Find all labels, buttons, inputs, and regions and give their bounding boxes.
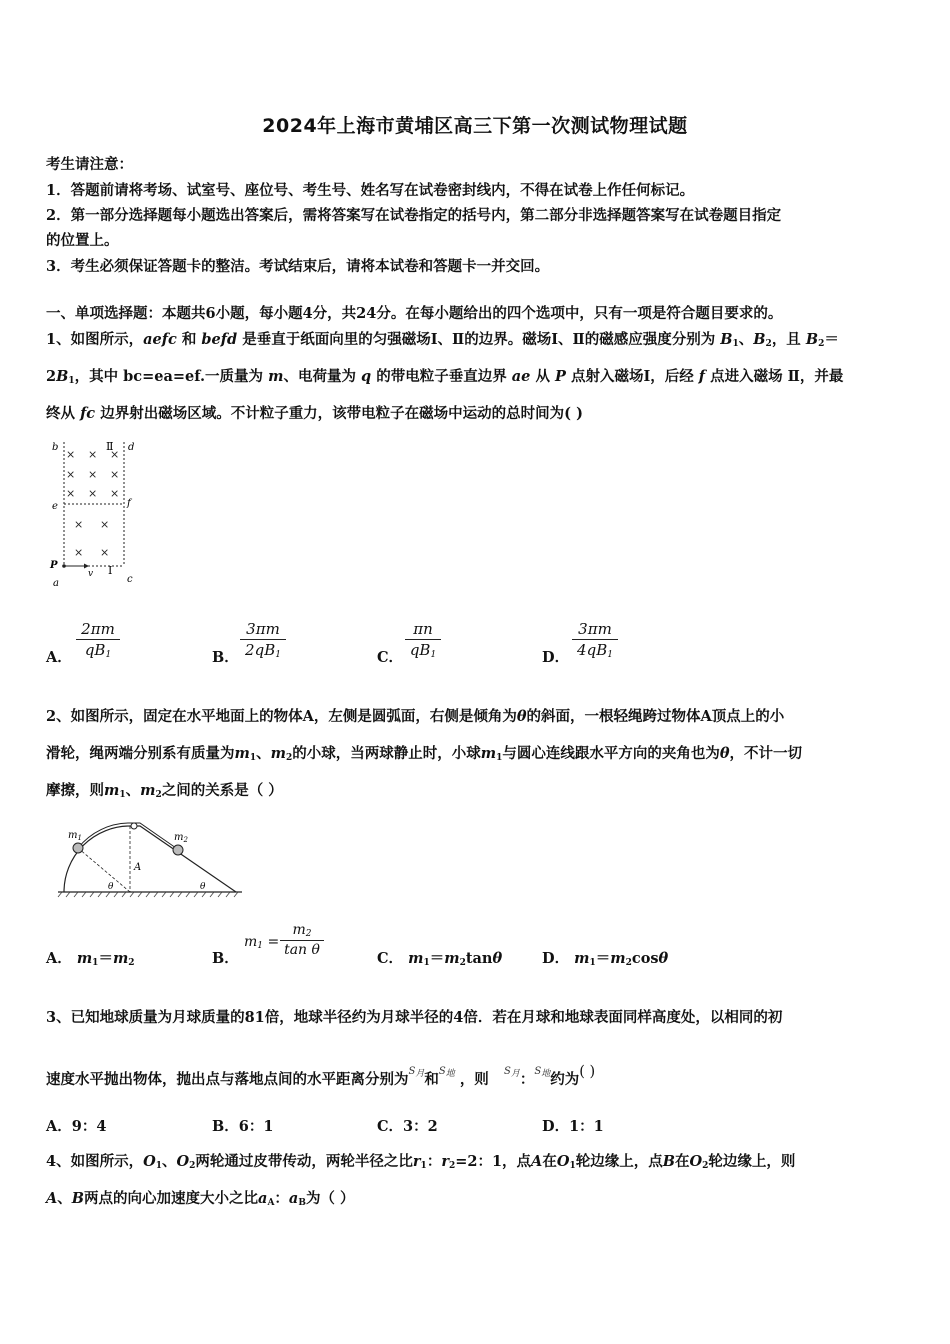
- q3-option-c[interactable]: C．3：2: [377, 1118, 438, 1135]
- q2-option-b-fraction: $m_2$ tan θ: [280, 922, 324, 958]
- q3-line-1: 3、已知地球质量为月球质量的81倍，地球半径约为月球半径的4倍．若在月球和地球表面同样高度处，以相同的初: [46, 1009, 783, 1026]
- q2-option-a[interactable]: A． $m_1=m_2$: [46, 950, 135, 968]
- q1-line-3: 终从 fc 边界射出磁场区域。不计粒子重力，该带电粒子在磁场中运动的总时间为( ): [46, 405, 583, 422]
- q2-line-2: 滑轮，绳两端分别系有质量为$m_1$、$m_2$的小球，当两球静止时，小球$m_1$与圆心连线跟水平方向的夹角也为θ，不计一切: [46, 745, 802, 763]
- svg-text:×: ×: [66, 487, 76, 500]
- q2-option-d[interactable]: D． $m_1=m_2\cos\theta$: [542, 950, 669, 968]
- label-a: a: [53, 578, 59, 589]
- page-title: 2024年上海市黄埔区高三下第一次测试物理试题: [262, 115, 688, 137]
- pulley: [131, 823, 137, 829]
- field-crosses-region-2: [66, 448, 119, 500]
- label-c: c: [127, 574, 133, 585]
- section-heading: 一、单项选择题：本题共6小题，每小题4分，共24分。在每小题给出的四个选项中，只有一项是符合题目要求的。: [46, 305, 783, 322]
- svg-text:×: ×: [110, 448, 120, 461]
- ball-m2: [173, 845, 183, 855]
- label-f: f: [127, 498, 131, 509]
- q2-pulley-figure: [56, 818, 246, 902]
- field-crosses-region-1: [74, 518, 109, 559]
- svg-text:×: ×: [88, 448, 98, 461]
- q4-line-2: A、B两点的向心加速度大小之比$a_A$：$a_B$为（ ）: [46, 1190, 355, 1208]
- ball-m1: [73, 843, 83, 853]
- q3-line-2: 速度水平抛出物体，抛出点与落地点间的水平距离分别为$^{S_月}$和$^{S_地}$ ，则 $^{S_月}$：$^{S_地}$约为( ): [46, 1064, 596, 1088]
- svg-text:×: ×: [74, 546, 84, 559]
- q2-line-3: 摩擦，则$m_1$、$m_2$之间的关系是（ ）: [46, 782, 283, 800]
- label-theta-right: θ: [200, 882, 206, 892]
- label-b: b: [52, 442, 59, 453]
- notice-item-2: 2．第一部分选择题每小题选出答案后，需将答案写在试卷指定的括号内，第二部分非选择题答案写在试卷题目指定: [46, 207, 782, 224]
- velocity-arrow-head: [84, 564, 89, 569]
- q1-line-1: 1、如图所示，aefc 和 befd 是垂直于纸面向里的匀强磁场Ⅰ、Ⅱ的边界。磁场Ⅰ、Ⅱ的磁感应强度分别为 $B_1$、$B_2$，且 $B_2=$: [46, 331, 839, 349]
- q4-line-1: 4、如图所示，$O_1$、$O_2$两轮通过皮带传动，两轮半径之比$r_1$：$r_2=2$：1，点A在$O_1$轮边缘上，点B在$O_2$轮边缘上，则: [46, 1153, 796, 1171]
- svg-text:×: ×: [66, 448, 76, 461]
- notice-heading: 考生请注意：: [46, 156, 133, 173]
- svg-text:×: ×: [100, 546, 110, 559]
- notice-item-1: 1．答题前请将考场、试室号、座位号、考生号、姓名写在试卷密封线内，不得在试卷上作任何标记。: [46, 182, 695, 199]
- notice-item-2-cont: 的位置上。: [46, 232, 119, 249]
- svg-text:×: ×: [66, 468, 76, 481]
- q1-magnetic-field-figure: [46, 436, 156, 592]
- q1-line-2: $2B_1$，其中 bc=ea=ef.一质量为 m、电荷量为 q 的带电粒子垂直边界 ae 从 P 点射入磁场Ⅰ，后经 f 点进入磁场 Ⅱ，并最: [46, 368, 844, 386]
- label-d: d: [128, 442, 135, 453]
- svg-text:×: ×: [74, 518, 84, 531]
- svg-text:×: ×: [88, 487, 98, 500]
- label-e: e: [52, 501, 58, 512]
- label-region-1: I: [108, 564, 113, 577]
- q2-option-b-lhs: $m_1$ =: [244, 934, 280, 951]
- label-m1: $m_1$: [68, 830, 82, 842]
- q3-option-d[interactable]: D．1：1: [542, 1118, 604, 1135]
- label-A: A: [134, 862, 142, 873]
- q1-option-c-label[interactable]: C．: [377, 649, 404, 666]
- q1-option-c-fraction: πn $qB_1$: [405, 620, 441, 660]
- q2-line-1: 2、如图所示，固定在水平地面上的物体A，左侧是圆弧面，右侧是倾角为θ的斜面，一根轻绳跨过物体A顶点上的小: [46, 708, 785, 725]
- svg-text:×: ×: [110, 468, 120, 481]
- q1-option-b-fraction: 3πm $2qB_1$: [240, 620, 286, 660]
- label-region-2: Ⅱ: [106, 440, 114, 453]
- q1-option-a-fraction: 2πm $qB_1$: [76, 620, 120, 660]
- q3-option-b[interactable]: B．6：1: [212, 1118, 274, 1135]
- rope: [78, 823, 176, 848]
- q1-option-b-label[interactable]: B．: [212, 649, 239, 666]
- ground-hatching: [58, 892, 238, 897]
- label-P: P: [50, 560, 58, 571]
- svg-text:×: ×: [100, 518, 110, 531]
- label-theta-left: θ: [108, 882, 114, 892]
- svg-text:×: ×: [110, 487, 120, 500]
- q1-option-d-fraction: 3πm $4qB_1$: [572, 620, 618, 660]
- q3-option-a[interactable]: A．9：4: [46, 1118, 107, 1135]
- svg-text:×: ×: [88, 468, 98, 481]
- q2-option-c[interactable]: C． $m_1=m_2\tan\theta$: [377, 950, 503, 968]
- radius-line: [78, 848, 130, 892]
- notice-item-3: 3．考生必须保证答题卡的整洁。考试结束后，请将本试卷和答题卡一并交回。: [46, 258, 550, 275]
- q1-option-d-label[interactable]: D．: [542, 649, 570, 666]
- q2-option-b-label[interactable]: B．: [212, 950, 239, 967]
- label-m2: $m_2$: [174, 832, 188, 844]
- q1-option-a-label[interactable]: A．: [46, 649, 72, 666]
- label-v: v: [88, 569, 94, 579]
